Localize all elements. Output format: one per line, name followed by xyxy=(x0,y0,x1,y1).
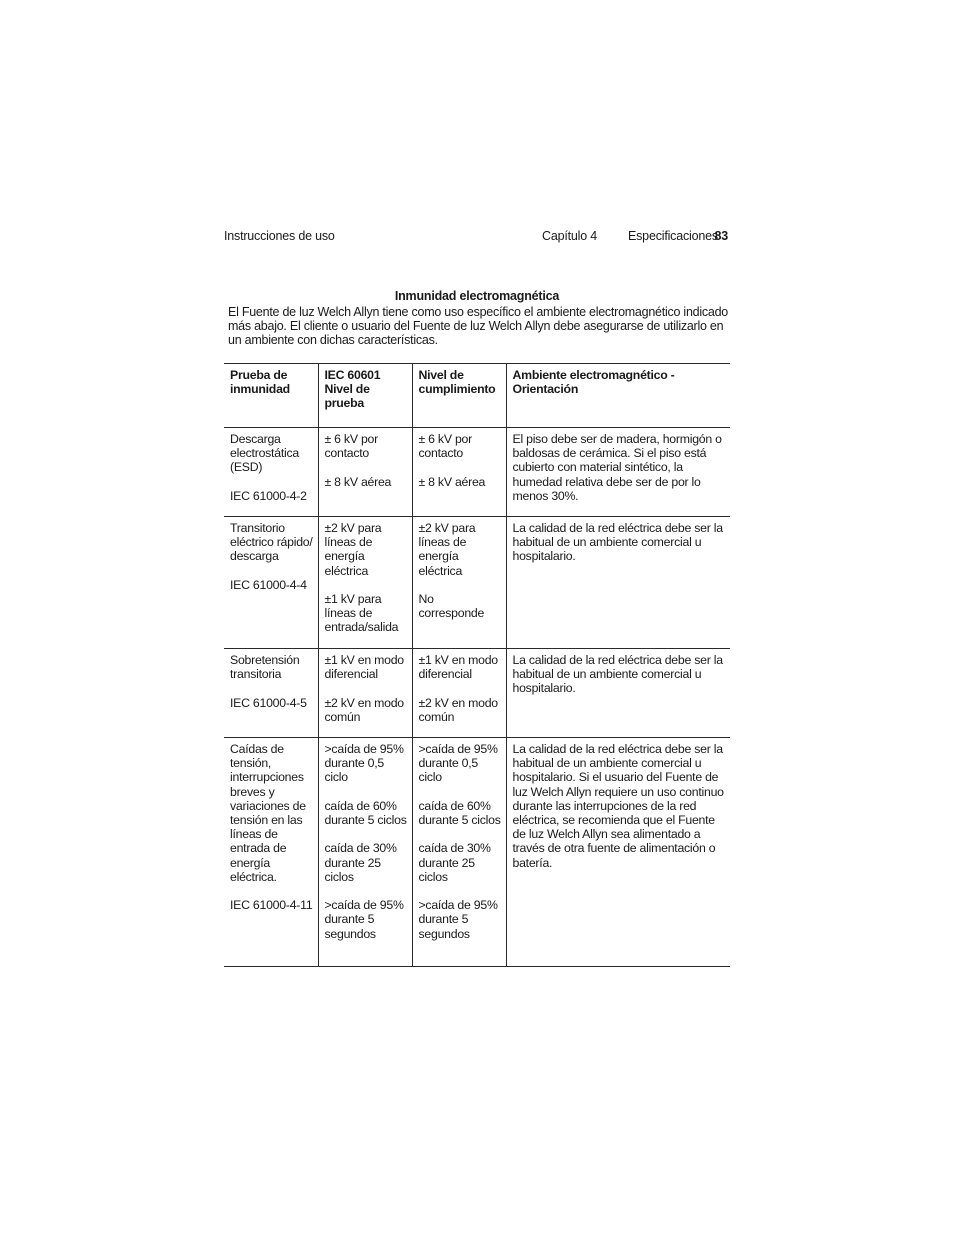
compliance-value: No corresponde xyxy=(418,592,485,621)
level-value: ± 8 kV aérea xyxy=(324,474,392,489)
level-value: >caída de 95% durante 0,5 ciclo xyxy=(324,742,404,785)
test-standard: IEC 61000-4-11 xyxy=(230,898,313,913)
level-value: caída de 30% durante 25 ciclos xyxy=(324,841,397,884)
compliance-cell xyxy=(412,738,506,967)
compliance-cell xyxy=(412,517,506,649)
guidance-cell xyxy=(506,428,730,517)
test-cell xyxy=(224,428,318,517)
compliance-value: caída de 60% durante 5 ciclos xyxy=(418,798,501,827)
compliance-value: ±2 kV en modo común xyxy=(418,695,498,724)
level-value: ±2 kV para líneas de energía eléctrica xyxy=(324,521,382,578)
test-standard: IEC 61000-4-4 xyxy=(230,577,307,592)
immunity-table xyxy=(224,363,730,967)
compliance-value: caída de 30% durante 25 ciclos xyxy=(418,841,491,884)
header-immunity-test: Prueba de inmunidad xyxy=(224,364,318,428)
table-header-row xyxy=(224,364,730,428)
test-cell xyxy=(224,649,318,738)
compliance-value: ±1 kV en modo diferencial xyxy=(418,653,498,682)
guidance-text: El piso debe ser de madera, hormigón o baldosas de cerámica. Si el piso está cubierto con material sintético, la humedad relativa debe ser de por lo menos 30%. xyxy=(512,432,722,503)
test-cell xyxy=(224,738,318,967)
test-name: Caídas de tensión, interrupciones breves y variaciones de tensión en las líneas de entrada de energía eléctrica. xyxy=(230,742,306,884)
header-test-level: IEC 60601 Nivel de prueba xyxy=(318,364,412,428)
level-cell xyxy=(318,649,412,738)
compliance-value: ±2 kV para líneas de energía eléctrica xyxy=(418,521,476,578)
guidance-text: La calidad de la red eléctrica debe ser la habitual de un ambiente comercial u hospitalario. xyxy=(512,653,723,696)
running-header xyxy=(224,229,730,247)
level-value: ±1 kV para líneas de entrada/salida xyxy=(324,592,399,635)
compliance-value: ± 8 kV aérea xyxy=(418,474,486,489)
level-value: caída de 60% durante 5 ciclos xyxy=(324,798,407,827)
table-row xyxy=(224,738,730,967)
chapter-label: Capítulo 4 xyxy=(542,229,597,243)
intro-paragraph: El Fuente de luz Welch Allyn tiene como uso específico el ambiente electromagnético indicado más abajo. El cliente o usuario del Fuente de luz Welch Allyn debe asegurarse de utilizarlo en un ambiente con dichas características. xyxy=(228,305,728,348)
test-name: Sobretensión transitoria xyxy=(230,653,300,682)
compliance-value: >caída de 95% durante 5 segundos xyxy=(418,898,498,941)
compliance-value: >caída de 95% durante 0,5 ciclo xyxy=(418,742,498,785)
level-value: ±1 kV en modo diferencial xyxy=(324,653,404,682)
test-cell xyxy=(224,517,318,649)
guidance-cell xyxy=(506,738,730,967)
test-standard: IEC 61000-4-2 xyxy=(230,488,307,503)
page-number: 83 xyxy=(714,229,728,243)
guidance-text: La calidad de la red eléctrica debe ser la habitual de un ambiente comercial u hospitalario. xyxy=(512,521,723,564)
table-row xyxy=(224,428,730,517)
level-cell xyxy=(318,738,412,967)
level-value: ± 6 kV por contacto xyxy=(324,432,378,461)
test-name: Transitorio eléctrico rápido/ descarga xyxy=(230,521,313,564)
level-cell xyxy=(318,428,412,517)
guidance-text: La calidad de la red eléctrica debe ser la habitual de un ambiente comercial u hospitalario. Si el usuario del Fuente de luz Welch Allyn requiere un uso continuo durante las interrupciones de la red eléctrica, se recomienda que el Fuente de luz Welch Allyn sea alimentado a través de otra fuente de alimentación o batería. xyxy=(512,742,724,870)
compliance-value: ± 6 kV por contacto xyxy=(418,432,472,461)
compliance-cell xyxy=(412,649,506,738)
section-title: Inmunidad electromagnética xyxy=(394,289,560,303)
compliance-cell xyxy=(412,428,506,517)
level-cell xyxy=(318,517,412,649)
section-label: Especificaciones xyxy=(628,229,718,243)
table-row xyxy=(224,517,730,649)
header-guidance: Ambiente electromagnético - Orientación xyxy=(506,364,730,428)
level-value: ±2 kV en modo común xyxy=(324,695,404,724)
test-standard: IEC 61000-4-5 xyxy=(230,695,307,710)
guidance-cell xyxy=(506,517,730,649)
header-compliance-level: Nivel de cumplimiento xyxy=(412,364,506,428)
guidance-cell xyxy=(506,649,730,738)
document-name: Instrucciones de uso xyxy=(224,229,335,243)
level-value: >caída de 95% durante 5 segundos xyxy=(324,898,404,941)
table-row xyxy=(224,649,730,738)
test-name: Descarga electrostática (ESD) xyxy=(230,432,299,475)
